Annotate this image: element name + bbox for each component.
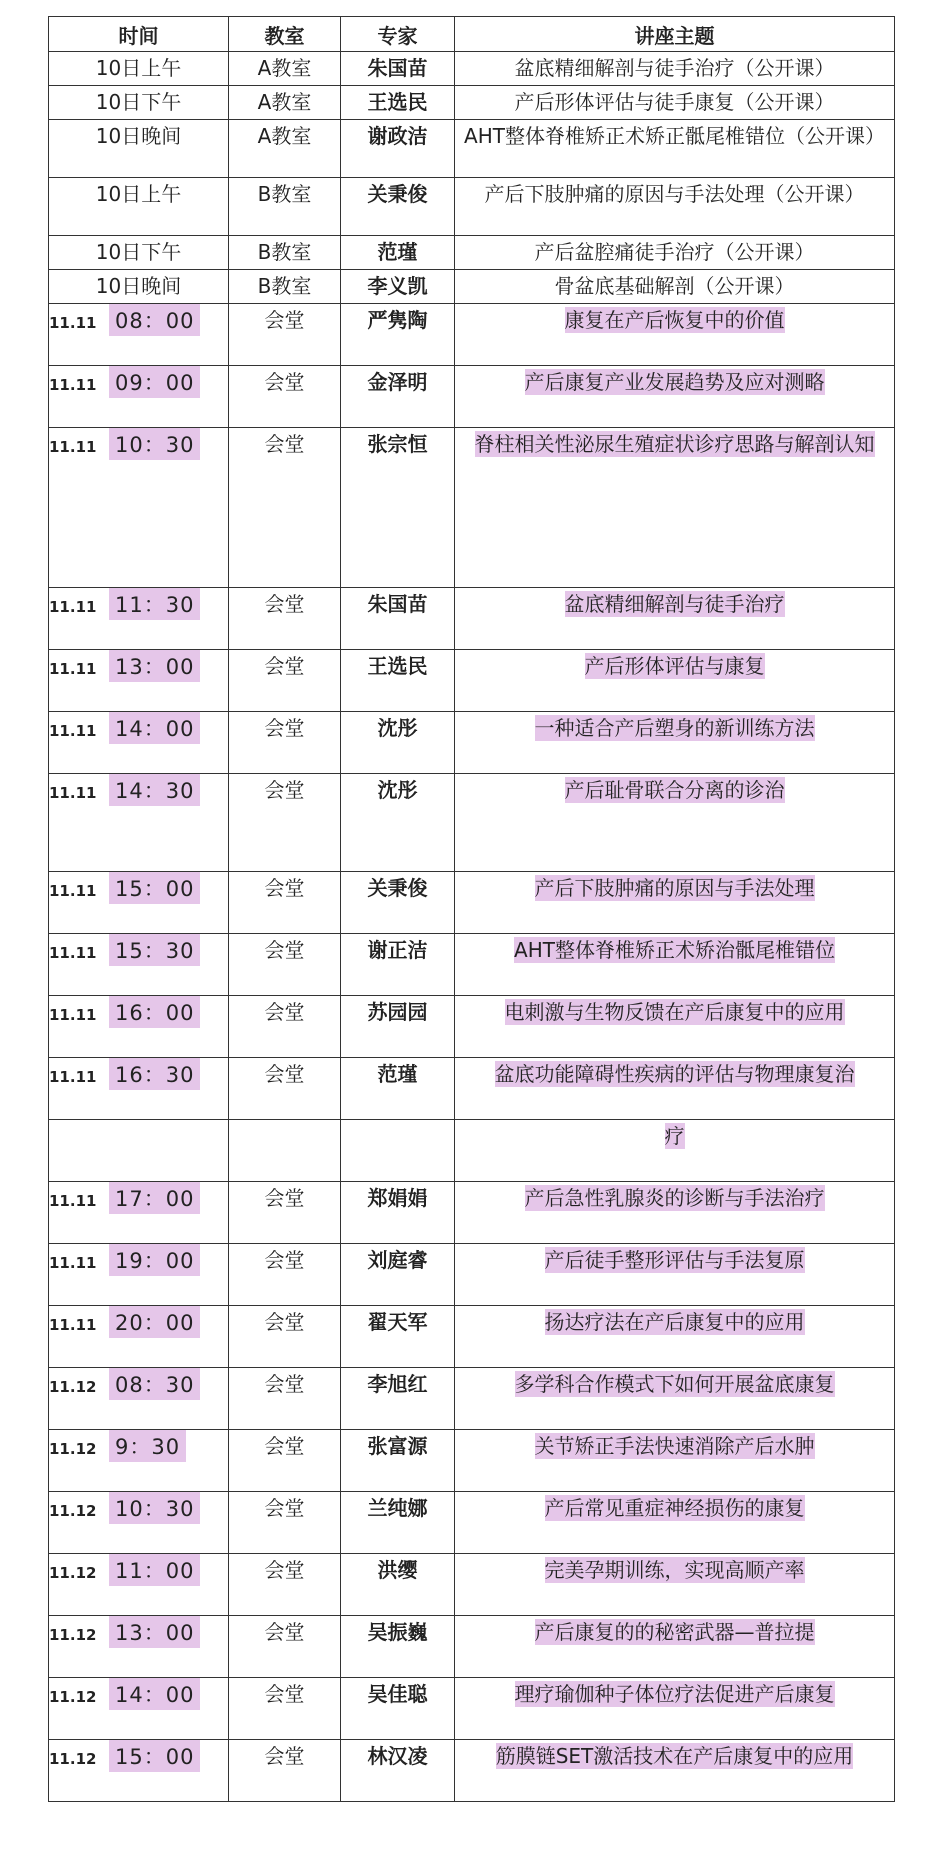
session-topic-cell [455, 1492, 895, 1554]
session-row [49, 1678, 895, 1740]
session-time: 13：00 [109, 1616, 200, 1648]
session-date: 11.11 [49, 722, 97, 740]
session-topic: 一种适合产后塑身的新训练方法 [534, 716, 815, 740]
session-time-cell [49, 650, 229, 712]
session-expert: 郑娟娟 [341, 1182, 455, 1244]
session-time: 10：30 [109, 428, 200, 460]
session-topic-cell [455, 1368, 895, 1430]
day10-row [49, 52, 895, 86]
session-room: 会堂 [229, 650, 341, 712]
header-expert: 专家 [341, 17, 455, 52]
session-time-cell [49, 1306, 229, 1368]
session-expert: 吴振巍 [341, 1616, 455, 1678]
session-date: 11.11 [49, 944, 97, 962]
session-time-cell [49, 1554, 229, 1616]
session-time-cell [49, 588, 229, 650]
day10-row [49, 270, 895, 304]
session-time: 13：00 [109, 650, 200, 682]
session-expert: 刘庭睿 [341, 1244, 455, 1306]
session-row [49, 774, 895, 872]
time-cell: 10日下午 [49, 86, 229, 120]
session-expert: 林汉凌 [341, 1740, 455, 1802]
topic-cell: 产后下肢肿痛的原因与手法处理（公开课） [455, 178, 895, 236]
session-row [49, 996, 895, 1058]
session-time-cell [49, 428, 229, 588]
session-expert: 洪缨 [341, 1554, 455, 1616]
room-cell: B教室 [229, 236, 341, 270]
time-cell: 10日下午 [49, 236, 229, 270]
session-time: 08：00 [109, 304, 200, 336]
session-row [49, 1740, 895, 1802]
session-time-cell [49, 1368, 229, 1430]
session-topic: 盆底功能障碍性疾病的评估与物理康复治 [494, 1062, 855, 1086]
room-cell: A教室 [229, 52, 341, 86]
header-row [49, 17, 895, 52]
session-topic: 产后康复的的秘密武器—普拉提 [534, 1620, 815, 1644]
session-expert [341, 1120, 455, 1182]
session-date: 11.11 [49, 438, 97, 456]
session-expert: 李旭红 [341, 1368, 455, 1430]
session-room: 会堂 [229, 1244, 341, 1306]
session-time: 16：30 [109, 1058, 200, 1090]
session-topic: 产后耻骨联合分离的诊治 [564, 778, 785, 802]
expert-cell: 谢政洁 [341, 120, 455, 178]
session-topic-cell [455, 872, 895, 934]
session-date: 11.11 [49, 1006, 97, 1024]
expert-cell: 王选民 [341, 86, 455, 120]
session-room [229, 1120, 341, 1182]
session-row [49, 1120, 895, 1182]
topic-cell: 盆底精细解剖与徒手治疗（公开课） [455, 52, 895, 86]
room-cell: B教室 [229, 178, 341, 236]
session-time-cell [49, 934, 229, 996]
session-row [49, 588, 895, 650]
session-room: 会堂 [229, 1306, 341, 1368]
session-topic: 关节矫正手法快速消除产后水肿 [534, 1434, 815, 1458]
schedule-body [49, 52, 895, 1802]
session-date: 11.12 [49, 1440, 97, 1458]
session-expert: 张富源 [341, 1430, 455, 1492]
session-topic-cell [455, 1058, 895, 1120]
session-time: 16：00 [109, 996, 200, 1028]
session-date: 11.11 [49, 598, 97, 616]
session-room: 会堂 [229, 1368, 341, 1430]
session-row [49, 934, 895, 996]
session-time: 15：00 [109, 1740, 200, 1772]
session-time-cell [49, 1492, 229, 1554]
session-time-cell [49, 1616, 229, 1678]
session-topic: 产后徒手整形评估与手法复原 [544, 1248, 805, 1272]
session-date: 11.12 [49, 1564, 97, 1582]
session-topic-cell [455, 1554, 895, 1616]
session-time: 11：30 [109, 588, 200, 620]
session-room: 会堂 [229, 1616, 341, 1678]
day10-row [49, 86, 895, 120]
session-expert: 沈彤 [341, 774, 455, 872]
session-topic: 完美孕期训练，实现高顺产率 [544, 1558, 805, 1582]
session-time-cell [49, 366, 229, 428]
session-expert: 金泽明 [341, 366, 455, 428]
session-row [49, 712, 895, 774]
session-topic: 筋膜链SET激活技术在产后康复中的应用 [495, 1744, 854, 1768]
session-room: 会堂 [229, 1740, 341, 1802]
session-room: 会堂 [229, 1058, 341, 1120]
session-row [49, 1430, 895, 1492]
session-date: 11.11 [49, 1068, 97, 1086]
session-topic: 多学科合作模式下如何开展盆底康复 [514, 1372, 835, 1396]
session-date: 11.12 [49, 1626, 97, 1644]
day10-row [49, 178, 895, 236]
session-time: 14：00 [109, 712, 200, 744]
session-topic-cell [455, 1740, 895, 1802]
session-date: 11.11 [49, 314, 97, 332]
session-time-cell [49, 304, 229, 366]
session-date: 11.12 [49, 1502, 97, 1520]
session-time-cell [49, 1678, 229, 1740]
session-topic: 疗 [664, 1124, 685, 1148]
session-time: 17：00 [109, 1182, 200, 1214]
session-time: 08：30 [109, 1368, 200, 1400]
session-topic-cell [455, 428, 895, 588]
topic-cell: 产后盆腔痛徒手治疗（公开课） [455, 236, 895, 270]
time-cell: 10日晚间 [49, 120, 229, 178]
session-time: 20：00 [109, 1306, 200, 1338]
session-row [49, 428, 895, 588]
session-time-cell [49, 872, 229, 934]
session-topic: AHT整体脊椎矫正术矫治骶尾椎错位 [514, 938, 835, 962]
session-time: 10：30 [109, 1492, 200, 1524]
session-topic-cell [455, 1430, 895, 1492]
session-row [49, 1616, 895, 1678]
session-time: 14：30 [109, 774, 200, 806]
session-time-cell [49, 712, 229, 774]
session-topic-cell [455, 1616, 895, 1678]
session-date: 11.11 [49, 1254, 97, 1272]
session-room: 会堂 [229, 304, 341, 366]
topic-cell: 骨盆底基础解剖（公开课） [455, 270, 895, 304]
session-topic-cell [455, 996, 895, 1058]
session-room: 会堂 [229, 934, 341, 996]
session-date: 11.12 [49, 1688, 97, 1706]
session-topic-cell [455, 304, 895, 366]
session-topic: 产后下肢肿痛的原因与手法处理 [534, 876, 815, 900]
day10-row [49, 236, 895, 270]
topic-cell: 产后形体评估与徒手康复（公开课） [455, 86, 895, 120]
session-topic: 电刺激与生物反馈在产后康复中的应用 [504, 1000, 845, 1024]
expert-cell: 范瑾 [341, 236, 455, 270]
session-time-cell [49, 996, 229, 1058]
session-time: 09：00 [109, 366, 200, 398]
session-date: 11.11 [49, 376, 97, 394]
session-topic-cell [455, 774, 895, 872]
day10-row [49, 120, 895, 178]
session-room: 会堂 [229, 1554, 341, 1616]
session-row [49, 1306, 895, 1368]
header-time: 时间 [49, 17, 229, 52]
room-cell: A教室 [229, 86, 341, 120]
session-room: 会堂 [229, 996, 341, 1058]
session-time-cell [49, 1058, 229, 1120]
session-row [49, 1182, 895, 1244]
session-date: 11.11 [49, 882, 97, 900]
session-topic: 扬达疗法在产后康复中的应用 [544, 1310, 805, 1334]
header-room: 教室 [229, 17, 341, 52]
session-expert: 关秉俊 [341, 872, 455, 934]
session-expert: 张宗恒 [341, 428, 455, 588]
session-room: 会堂 [229, 428, 341, 588]
session-expert: 翟天军 [341, 1306, 455, 1368]
session-time: 15：30 [109, 934, 200, 966]
session-time: 11：00 [109, 1554, 200, 1586]
session-topic-cell [455, 650, 895, 712]
session-date: 11.11 [49, 660, 97, 678]
session-room: 会堂 [229, 588, 341, 650]
session-time-cell [49, 1244, 229, 1306]
session-time: 19：00 [109, 1244, 200, 1276]
session-topic-cell [455, 934, 895, 996]
session-time: 9：30 [109, 1430, 186, 1462]
header-topic: 讲座主题 [455, 17, 895, 52]
session-topic-cell [455, 712, 895, 774]
time-cell: 10日上午 [49, 178, 229, 236]
session-expert: 沈彤 [341, 712, 455, 774]
session-room: 会堂 [229, 872, 341, 934]
session-expert: 范瑾 [341, 1058, 455, 1120]
time-cell: 10日上午 [49, 52, 229, 86]
session-date: 11.11 [49, 1316, 97, 1334]
session-time-cell [49, 1430, 229, 1492]
session-room: 会堂 [229, 366, 341, 428]
session-expert: 兰纯娜 [341, 1492, 455, 1554]
session-time-cell [49, 1740, 229, 1802]
session-topic: 产后常见重症神经损伤的康复 [544, 1496, 805, 1520]
session-topic: 产后急性乳腺炎的诊断与手法治疗 [524, 1186, 825, 1210]
topic-cell: AHT整体脊椎矫正术矫正骶尾椎错位（公开课） [455, 120, 895, 178]
expert-cell: 朱国苗 [341, 52, 455, 86]
session-expert: 苏园园 [341, 996, 455, 1058]
session-row [49, 1492, 895, 1554]
session-date: 11.11 [49, 784, 97, 802]
session-row [49, 1554, 895, 1616]
session-topic: 盆底精细解剖与徒手治疗 [564, 592, 785, 616]
session-topic: 产后形体评估与康复 [584, 654, 765, 678]
session-row [49, 872, 895, 934]
session-room: 会堂 [229, 1492, 341, 1554]
session-topic: 产后康复产业发展趋势及应对测略 [524, 370, 825, 394]
session-topic-cell [455, 588, 895, 650]
session-row [49, 650, 895, 712]
session-topic-cell [455, 366, 895, 428]
session-topic: 理疗瑜伽种子体位疗法促进产后康复 [514, 1682, 835, 1706]
session-row [49, 1244, 895, 1306]
session-topic-cell [455, 1244, 895, 1306]
schedule-table [48, 16, 895, 1802]
session-time: 15：00 [109, 872, 200, 904]
session-expert: 严隽陶 [341, 304, 455, 366]
session-time-cell [49, 1182, 229, 1244]
expert-cell: 关秉俊 [341, 178, 455, 236]
room-cell: A教室 [229, 120, 341, 178]
session-row [49, 1368, 895, 1430]
session-date: 11.11 [49, 1192, 97, 1210]
session-topic: 康复在产后恢复中的价值 [564, 308, 785, 332]
session-topic-cell [455, 1120, 895, 1182]
session-room: 会堂 [229, 1430, 341, 1492]
session-row [49, 1058, 895, 1120]
session-room: 会堂 [229, 1182, 341, 1244]
session-expert: 王选民 [341, 650, 455, 712]
session-expert: 谢正洁 [341, 934, 455, 996]
session-row [49, 304, 895, 366]
expert-cell: 李义凯 [341, 270, 455, 304]
session-topic: 脊柱相关性泌尿生殖症状诊疗思路与解剖认知 [474, 432, 875, 456]
session-row [49, 366, 895, 428]
session-time: 14：00 [109, 1678, 200, 1710]
session-time-cell [49, 774, 229, 872]
session-topic-cell [455, 1678, 895, 1740]
session-room: 会堂 [229, 712, 341, 774]
session-date: 11.12 [49, 1750, 97, 1768]
session-topic-cell [455, 1306, 895, 1368]
session-expert: 吴佳聪 [341, 1678, 455, 1740]
session-time-cell [49, 1120, 229, 1182]
session-room: 会堂 [229, 1678, 341, 1740]
session-date: 11.12 [49, 1378, 97, 1396]
room-cell: B教室 [229, 270, 341, 304]
session-expert: 朱国苗 [341, 588, 455, 650]
session-topic-cell [455, 1182, 895, 1244]
session-room: 会堂 [229, 774, 341, 872]
time-cell: 10日晚间 [49, 270, 229, 304]
